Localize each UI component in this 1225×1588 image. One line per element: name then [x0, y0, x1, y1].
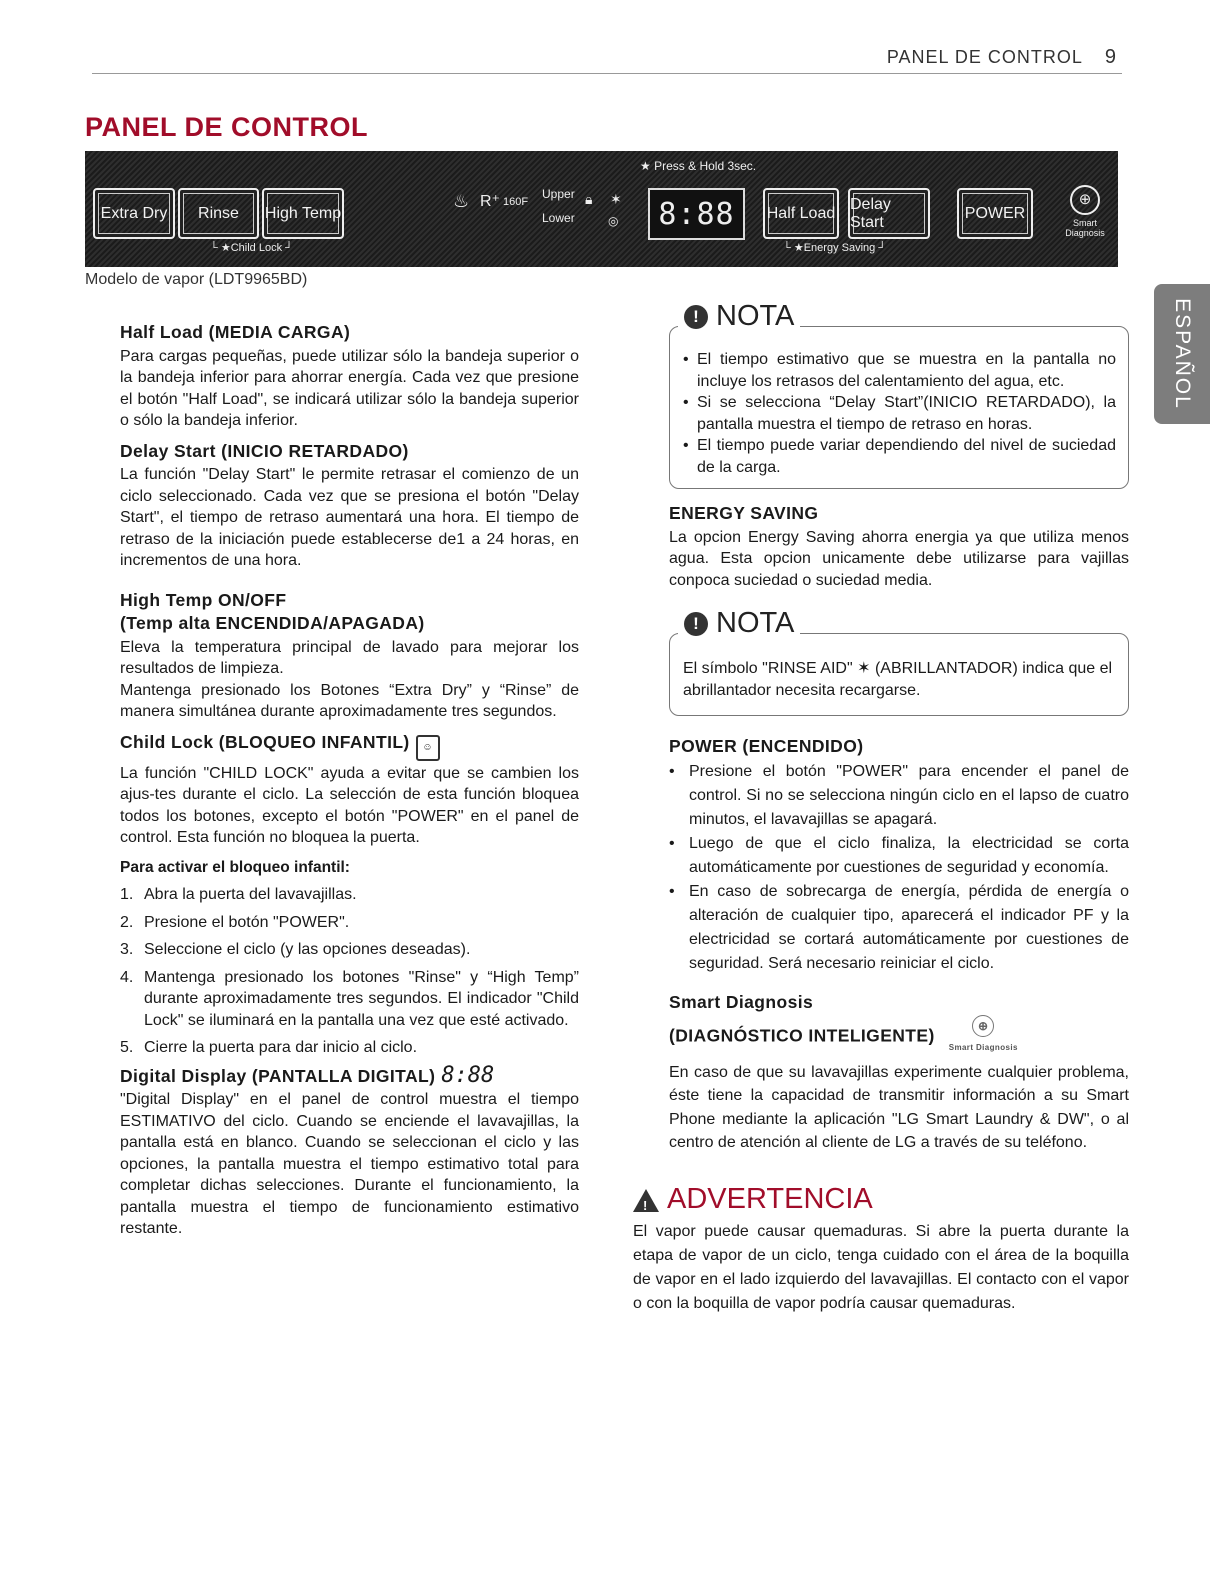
- panel-power-button: POWER: [957, 188, 1033, 239]
- half-load-heading: Half Load (MEDIA CARGA): [120, 322, 351, 342]
- child-lock-icon: ☺: [416, 735, 440, 761]
- nota-box-1: [669, 300, 1129, 489]
- high-temp-subheading: (Temp alta ENCENDIDA/APAGADA): [120, 613, 425, 633]
- energy-saving-body: La opcion Energy Saving ahorra energia ya que utiliza menos agua. Esta opcion unicamente debe utilizarse para vajillas conpoca suciedad o suciedad media.: [669, 528, 1129, 589]
- list-item: 3. Seleccione el ciclo (y las opciones deseadas).: [120, 941, 471, 958]
- page-number: 9: [1104, 46, 1117, 68]
- panel-rinse-button: Rinse: [178, 188, 259, 239]
- smart-diagnosis-subheading: (DIAGNÓSTICO INTELIGENTE) ⊕ Smart Diagnosis: [669, 1015, 1129, 1059]
- header-rule: [92, 73, 1122, 74]
- right-column: [633, 300, 1129, 1316]
- running-head: [887, 46, 1117, 69]
- nota-title-2: ! NOTA: [678, 612, 800, 636]
- list-item: 4. Mantenga presionado los botones "Rinse" y “High Temp” durante aproximadamente tres segundos. El indicador "Child Lock" se iluminará en la pantalla una vez que esté activado.: [120, 968, 579, 1029]
- panel-high-temp-button: High Temp: [262, 188, 344, 239]
- list-item: 2. Presione el botón "POWER".: [120, 913, 350, 931]
- panel-half-load-button: Half Load: [763, 188, 839, 239]
- warning-triangle-icon: [633, 1189, 659, 1212]
- list-item: • El tiempo estimativo que se muestra en la pantalla no incluye los retrasos del calentamiento del agua, etc.: [683, 349, 1116, 392]
- smart-diagnosis-heading: Smart Diagnosis: [669, 991, 814, 1012]
- energy-saving-heading: ENERGY SAVING: [669, 503, 819, 523]
- list-item: • En caso de sobrecarga de energía, pérdida de energía o alteración de cualquier tipo, aparecerá el indicador PF y la electricidad se cortará automáticamente por cuestiones de seguridad. Será necesario reiniciar el ciclo.: [669, 880, 1129, 976]
- info-icon: !: [684, 305, 708, 329]
- lock-icon: 🔒︎: [585, 191, 593, 207]
- high-temp-body-2: Mantenga presionado los Botones “Extra Dry” y “Rinse” de manera simultánea durante aproximadamente tres segundos.: [120, 681, 579, 720]
- info-icon: !: [684, 612, 708, 636]
- control-panel-image: [85, 151, 1118, 267]
- panel-delay-start-button: Delay Start: [848, 188, 930, 239]
- smart-diagnosis-body: En caso de que su lavavajillas experimente cualquier problema, éste tiene la capacidad de transmitir información a su Smart Phone mediante la aplicación "LG Smart Laundry & DW", o al centro de atención al cliente de LG a través de su teléfono.: [669, 1063, 1129, 1151]
- rinse-aid-icon: ✶: [610, 191, 622, 207]
- smart-diagnosis-icon: ⊕: [1070, 185, 1100, 215]
- power-heading: POWER (ENCENDIDO): [669, 736, 864, 756]
- panel-smart-diagnosis: ⊕ Smart Diagnosis: [1060, 185, 1110, 237]
- warning-heading: ! ADVERTENCIA: [633, 1189, 1129, 1212]
- nota-title-1: ! NOTA: [678, 305, 800, 329]
- nota-box-2: [669, 607, 1129, 716]
- panel-temp-label: 160F: [503, 196, 529, 208]
- panel-child-lock-label: └ ★Child Lock ┘: [210, 242, 293, 254]
- panel-press-hold-label: ★ Press & Hold 3sec.: [640, 159, 757, 173]
- left-column: [120, 322, 579, 1240]
- high-temp-heading: High Temp ON/OFF: [120, 589, 287, 610]
- half-load-body: Para cargas pequeñas, puede utilizar sólo la bandeja superior o la bandeja inferior para ahorrar energía. Cada vez que presione el botón "Half Load", se indicará utilizar sólo la bandeja superior o sólo la bandeja inferior.: [120, 347, 579, 429]
- panel-caption: Modelo de vapor (LDT9965BD): [85, 271, 308, 288]
- nota-1-list: [683, 349, 1116, 478]
- list-item: • Presione el botón "POWER" para encender el panel de control. Si no se selecciona ningún ciclo en el lapso de cuatro minutos, el lavavajillas se apagará.: [669, 760, 1129, 832]
- child-lock-body: La función "CHILD LOCK" ayuda a evitar que se cambien los ajus-tes durante el ciclo. La selección de esta función bloquea todos los botones, excepto el botón "POWER" en el panel de control. Esta función no bloquea la puerta.: [120, 764, 579, 846]
- language-tab-label: ESPAÑOL: [1171, 298, 1194, 410]
- panel-energy-saving-label: └ ★Energy Saving ┘: [783, 242, 887, 254]
- child-lock-steps: [120, 884, 579, 1059]
- digital-display-icon: 8:88: [441, 1062, 495, 1088]
- panel-upper-label: Upper: [542, 187, 575, 201]
- smart-diagnosis-icon: ⊕ Smart Diagnosis: [949, 1015, 1018, 1059]
- high-temp-body: Eleva la temperatura principal de lavado para mejorar los resultados de limpieza.: [120, 638, 579, 677]
- delay-start-heading: Delay Start (INICIO RETARDADO): [120, 440, 409, 461]
- list-item: • Si se selecciona “Delay Start”(INICIO RETARDADO), la pantalla muestra el tiempo de retraso en horas.: [683, 392, 1116, 435]
- language-tab: [1154, 284, 1210, 424]
- panel-extra-dry-button: Extra Dry: [93, 188, 175, 239]
- warning-body: El vapor puede causar quemaduras. Si abre la puerta durante la etapa de vapor de un ciclo, tenga cuidado con el área de la boquilla de vapor en el lado izquierdo del lavavajillas. El contacto con el vapor o con la boquilla de vapor podría causar quemaduras.: [633, 1222, 1129, 1312]
- delay-start-body: La función "Delay Start" le permite retrasar el comienzo de un ciclo seleccionado. Cada vez que se presiona el botón "Delay Start", el tiempo de retraso aumentará una hora. El tiempo de retraso de la iniciación puede establecerse de1 a 24 horas, en incrementos de una hora.: [120, 466, 579, 569]
- steam-icon: ♨: [453, 191, 470, 211]
- list-item: • Luego de que el ciclo finaliza, la electricidad se corta automáticamente por cuestiones de seguridad y economía.: [669, 832, 1129, 880]
- rinse-aid-symbol-icon: ✶: [857, 660, 871, 677]
- panel-lower-label: Lower: [542, 211, 575, 225]
- list-item: 5. Cierre la puerta para dar inicio al ciclo.: [120, 1039, 418, 1056]
- list-item: 1. Abra la puerta del lavavajillas.: [120, 886, 357, 903]
- panel-digital-display: 8:88: [648, 188, 745, 240]
- child-lock-heading: Child Lock (BLOQUEO INFANTIL) ☺: [120, 732, 579, 761]
- digital-display-heading: Digital Display (PANTALLA DIGITAL) 8:88: [120, 1062, 495, 1088]
- list-item: • El tiempo puede variar dependiendo del nivel de suciedad de la carga.: [683, 435, 1116, 478]
- digital-display-body: "Digital Display" en el panel de control muestra el tiempo ESTIMATIVO del ciclo. Cuando se enciende el lavavajillas, la pantalla está en blanco. Cuando se seleccionan el ciclo y las opciones, la pantalla muestra el tiempo estimativo total para completar dichas selecciones. Durante el funcionamiento, la pantalla muestra el tiempo de funcionamiento estimativo restante.: [120, 1091, 579, 1237]
- rinse-indicator-icon: R⁺: [480, 193, 500, 210]
- running-head-section: PANEL DE CONTROL: [886, 47, 1083, 67]
- energy-icon: ◎: [608, 214, 619, 228]
- power-list: [669, 760, 1129, 976]
- page-title: PANEL DE CONTROL: [85, 112, 369, 142]
- nota-2-body: El símbolo "RINSE AID" ✶ (ABRILLANTADOR) indica que el abrillantador necesita recargarse.: [683, 660, 1113, 699]
- child-lock-steps-heading: Para activar el bloqueo infantil:: [120, 858, 350, 876]
